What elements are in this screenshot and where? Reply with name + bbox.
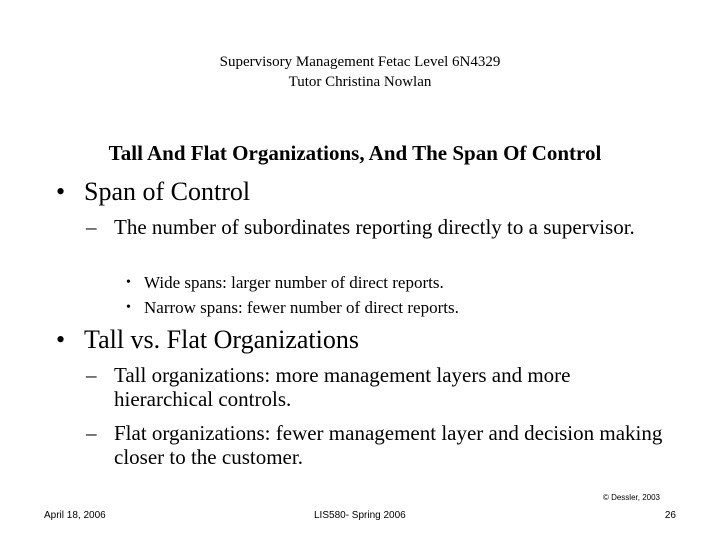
course-title: Supervisory Management Fetac Level 6N4329 [219,54,501,70]
tutor-name: Tutor Christina Nowlan [288,74,432,90]
bullet-marker: • [126,275,131,290]
bullet-label: Tall vs. Flat Organizations [84,325,359,354]
item-text: Flat organizations: fewer management layer and decision making closer to the customer. [114,421,663,469]
definition-text: The number of subordinates reporting directly to a supervisor. [114,215,635,239]
item-text: Tall organizations: more management layers and more hierarchical controls. [114,363,571,411]
footer-course: LIS580- Spring 2006 [314,510,406,521]
page-number: 26 [664,510,676,521]
dash-marker: – [86,421,97,445]
bullet-marker: • [56,177,66,206]
dash-marker: – [86,215,97,239]
slide-header [0,52,720,92]
slide-title: Tall And Flat Organizations, And The Span Of Control [108,141,602,165]
footer-date: April 18, 2006 [44,510,106,521]
copyright-notice: © Dessler, 2003 [602,493,660,502]
bullet-marker: • [56,325,66,354]
bullet-label: Span of Control [84,177,251,206]
sub-bullet-text: Wide spans: larger number of direct reports. [144,273,444,292]
dash-marker: – [86,363,97,387]
sub-bullet-text: Narrow spans: fewer number of direct reports. [144,298,459,317]
bullet-marker: • [126,300,131,315]
